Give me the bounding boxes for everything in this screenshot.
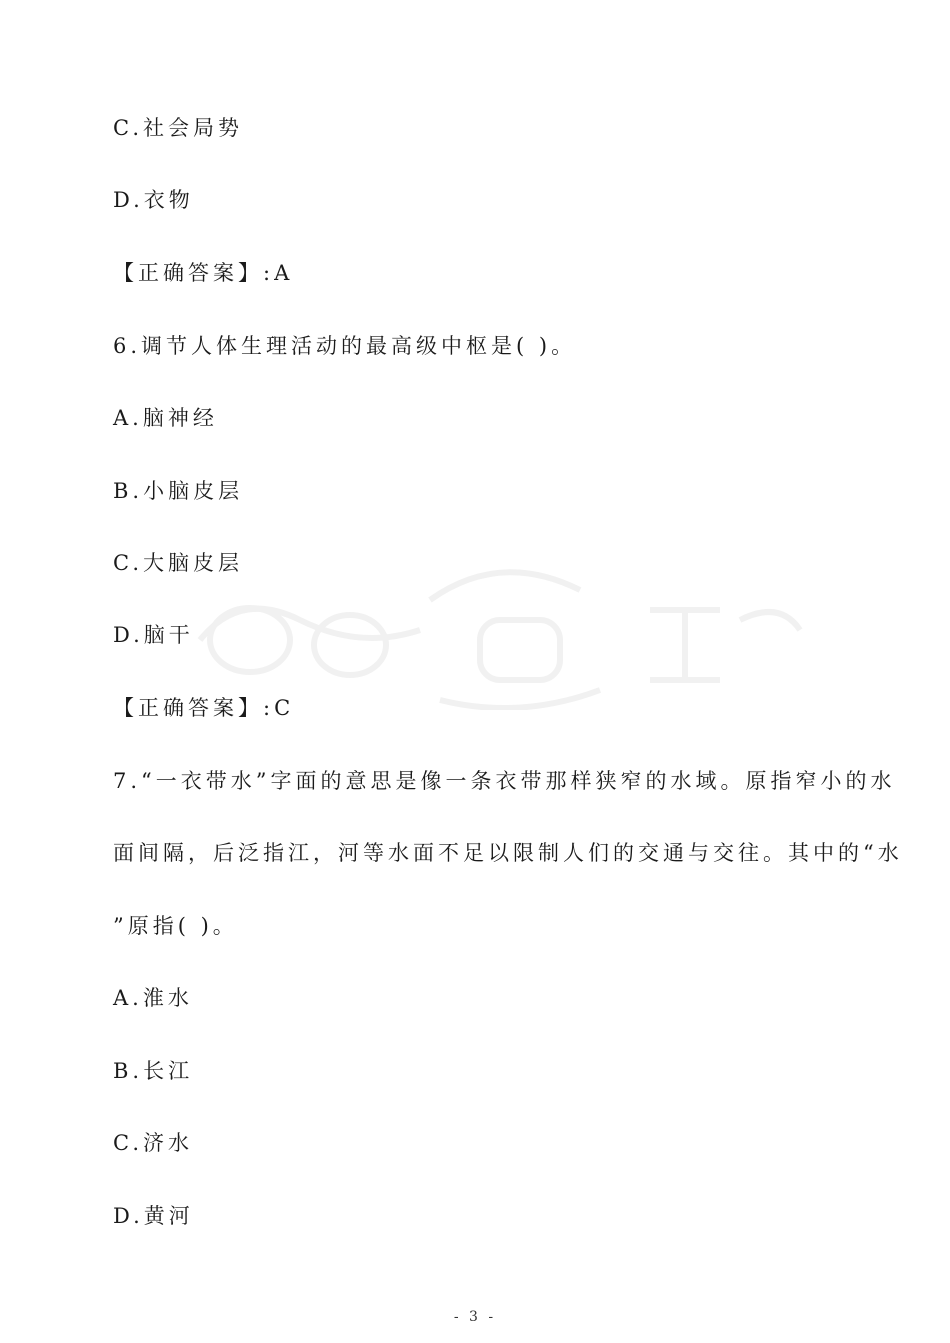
q6-option-c: C.大脑皮层 bbox=[113, 551, 243, 575]
q5-option-d: D.衣物 bbox=[113, 188, 194, 212]
q7-option-b: B.长江 bbox=[113, 1059, 194, 1083]
q6-question: 6.调节人体生理活动的最高级中枢是( )。 bbox=[113, 334, 577, 358]
q7-option-c: C.济水 bbox=[113, 1131, 193, 1155]
q5-correct-answer: 【正确答案】:A bbox=[113, 261, 294, 285]
q7-question-line-1: 7.“一衣带水”字面的意思是像一条衣带那样狭窄的水域。原指窄小的水 bbox=[113, 769, 896, 793]
q6-option-a: A.脑神经 bbox=[113, 406, 218, 430]
watermark-graphic bbox=[180, 560, 820, 710]
q7-option-a: A.淮水 bbox=[113, 986, 193, 1010]
q7-question-line-2: 面间隔，后泛指江，河等水面不足以限制人们的交通与交往。其中的“水 bbox=[113, 841, 903, 865]
q6-option-d: D.脑干 bbox=[113, 623, 194, 647]
q7-option-d: D.黄河 bbox=[113, 1204, 194, 1228]
q6-option-b: B.小脑皮层 bbox=[113, 479, 244, 503]
page-number: - 3 - bbox=[453, 1309, 497, 1325]
q7-question-line-3: ”原指( )。 bbox=[113, 914, 238, 938]
q5-option-c: C.社会局势 bbox=[113, 116, 243, 140]
q6-correct-answer: 【正确答案】:C bbox=[113, 696, 295, 720]
